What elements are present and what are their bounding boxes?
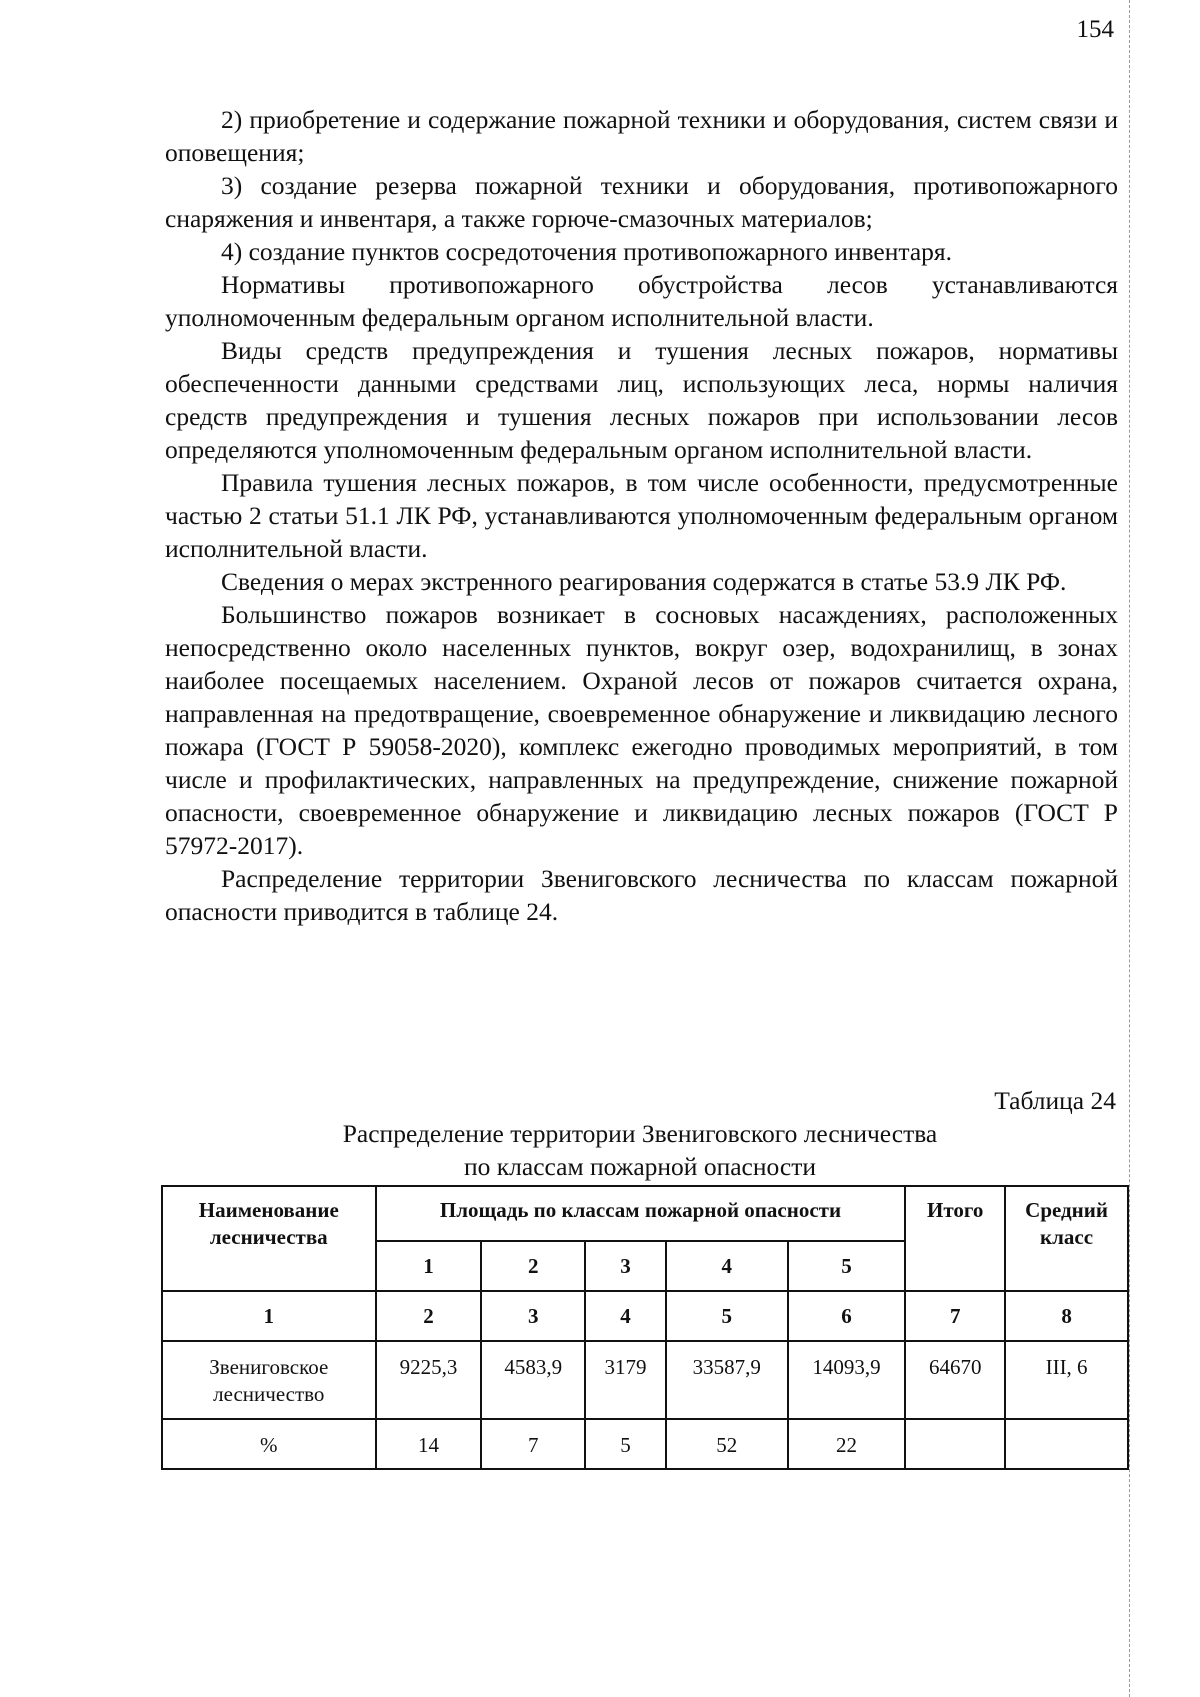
header-total: Итого	[905, 1186, 1005, 1291]
row-total: 64670	[905, 1341, 1005, 1419]
row-value: 5	[585, 1419, 666, 1469]
column-number: 2	[376, 1291, 482, 1341]
column-number: 8	[1005, 1291, 1128, 1341]
header-class-5: 5	[788, 1241, 906, 1291]
row-value: 33587,9	[666, 1341, 788, 1419]
header-class-3: 3	[585, 1241, 666, 1291]
paragraph-means: Виды средств предупреждения и тушения лесных пожаров, нормативы обеспеченности данными средствами лиц, использующих леса, нормы наличия средств предупреждения и тушения лесных пожаров при использовании лесов определяются уполномоченным федеральным органом исполнительной власти.	[165, 336, 1118, 464]
paragraph-fires: Большинство пожаров возникает в сосновых насаждениях, расположенных непосредственно около населенных пунктов, вокруг озер, водохранилищ, в зонах наиболее посещаемых населением. Охраной лесов от пожаров считается охрана, направленная на предотвращение, своевременное обнаружение и ликвидацию лесного пожара (ГОСТ Р 59058-2020), комплекс ежегодно проводимых мероприятий, в том числе и профилактических, направленных на предупреждение, снижение пожарной опасности, своевременное обнаружение и ликвидацию лесных пожаров (ГОСТ Р 57972-2017).	[165, 600, 1118, 860]
body-text	[165, 103, 1118, 928]
column-number: 1	[162, 1291, 376, 1341]
table-title-line-1: Распределение территории Звениговского лесничества	[342, 1119, 938, 1148]
row-value: 14	[376, 1419, 482, 1469]
row-value: 4583,9	[481, 1341, 585, 1419]
paragraph-rules: Правила тушения лесных пожаров, в том числе особенности, предусмотренные частью 2 статьи 51.1 ЛК РФ, устанавливаются уполномоченным федеральным органом исполнительной власти.	[165, 468, 1118, 563]
column-number: 5	[666, 1291, 788, 1341]
column-number: 6	[788, 1291, 906, 1341]
header-name: Наименование лесничества	[162, 1186, 376, 1291]
paragraph-distribution: Распределение территории Звениговского лесничества по классам пожарной опасности приводится в таблице 24.	[165, 864, 1118, 926]
paragraph-item-3: 3) создание резерва пожарной техники и оборудования, противопожарного снаряжения и инвентаря, а также горюче-смазочных материалов;	[165, 171, 1118, 233]
header-class-2: 2	[481, 1241, 585, 1291]
column-number: 4	[585, 1291, 666, 1341]
row-avg-class	[1005, 1419, 1128, 1469]
page-edge-line	[1129, 0, 1130, 1697]
row-value: 52	[666, 1419, 788, 1469]
row-name: Звениговское лесничество	[162, 1341, 376, 1419]
page-number: 154	[1076, 16, 1114, 43]
table-title-line-2: по классам пожарной опасности	[463, 1152, 817, 1181]
column-number: 3	[481, 1291, 585, 1341]
paragraph-norms: Нормативы противопожарного обустройства лесов устанавливаются уполномоченным федеральным органом исполнительной власти.	[165, 270, 1118, 332]
row-name: %	[162, 1419, 376, 1469]
row-value: 3179	[585, 1341, 666, 1419]
table-row	[162, 1419, 1128, 1469]
paragraph-emergency: Сведения о мерах экстренного реагирования содержатся в статье 53.9 ЛК РФ.	[221, 567, 1067, 596]
fire-danger-table	[161, 1185, 1129, 1470]
table-title	[160, 1117, 1120, 1183]
table-caption: Таблица 24	[994, 1086, 1116, 1115]
row-value: 7	[481, 1419, 585, 1469]
table-row	[162, 1341, 1128, 1419]
row-value: 9225,3	[376, 1341, 482, 1419]
header-class-4: 4	[666, 1241, 788, 1291]
paragraph-item-2: 2) приобретение и содержание пожарной техники и оборудования, систем связи и оповещения;	[165, 105, 1118, 167]
header-area-by-class: Площадь по классам пожарной опасности	[376, 1186, 906, 1241]
column-number: 7	[905, 1291, 1005, 1341]
row-value: 14093,9	[788, 1341, 906, 1419]
header-class-1: 1	[376, 1241, 482, 1291]
header-avg-class: Средний класс	[1005, 1186, 1128, 1291]
row-value: 22	[788, 1419, 906, 1469]
row-total	[905, 1419, 1005, 1469]
row-avg-class: III, 6	[1005, 1341, 1128, 1419]
paragraph-item-4: 4) создание пунктов сосредоточения противопожарного инвентаря.	[221, 237, 953, 266]
